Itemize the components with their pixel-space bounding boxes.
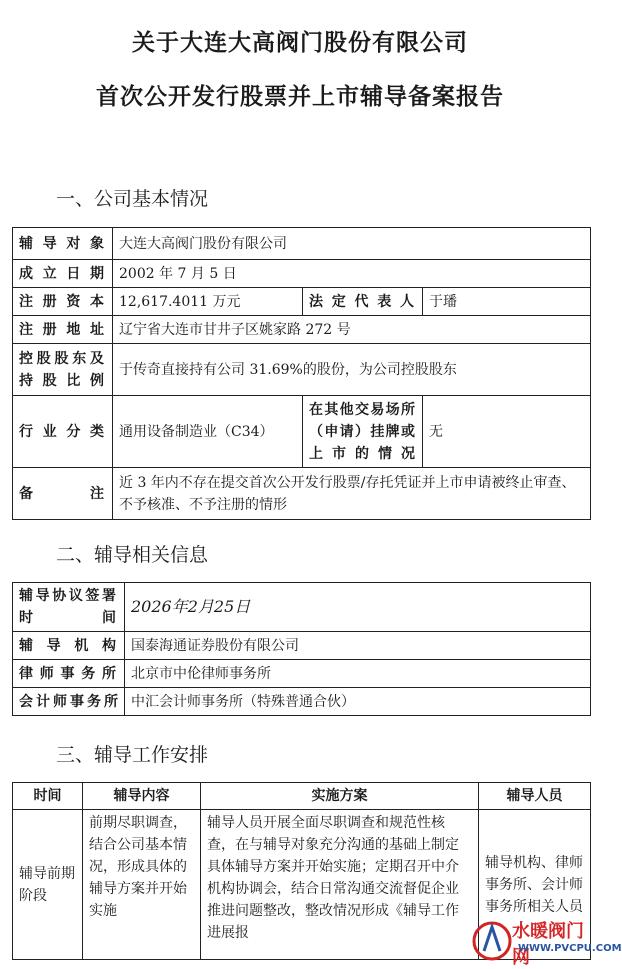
controller-value: 于传奇直接持有公司 31.69%的股份，为公司控股股东 <box>113 344 591 396</box>
agency-label: 辅导机构 <box>13 632 125 660</box>
capital-value: 12,617.4011 万元 <box>113 288 303 316</box>
header-time: 时间 <box>13 783 83 810</box>
row1-staff: 辅导机构、律师事务所、会计师事务所相关人员 <box>479 810 591 960</box>
row1-time: 辅导前期阶段 <box>13 810 83 960</box>
section-2-heading: 二、辅导相关信息 <box>56 544 209 566</box>
company-info-table <box>12 227 591 520</box>
remark-value: 近 3 年内不存在提交首次公开发行股票/存托凭证并上市申请被终止审查、不予核准、不予注册的情形 <box>113 468 591 520</box>
agreement-label: 辅导协议签署时间 <box>13 583 125 632</box>
agency-value: 国泰海通证券股份有限公司 <box>125 632 591 660</box>
other-listing-label: 在其他交易场所（申请）挂牌或上市的情况 <box>303 396 423 468</box>
controller-label: 控股股东及持股比例 <box>13 344 113 396</box>
law-firm-value: 北京市中伦律师事务所 <box>125 660 591 688</box>
advisory-info-table <box>12 582 591 716</box>
watermark-brand: 水暖阀门网 <box>512 921 584 968</box>
remark-label: 备注 <box>13 468 113 520</box>
agreement-value: 2026年2月25日 <box>125 583 591 632</box>
title-line-1: 关于大连大高阀门股份有限公司 <box>132 30 468 56</box>
accounting-firm-value: 中汇会计师事务所（特殊普通合伙） <box>125 688 591 716</box>
header-staff: 辅导人员 <box>479 783 591 810</box>
legal-rep-label: 法定代表人 <box>303 288 423 316</box>
title-line-2: 首次公开发行股票并上市辅导备案报告 <box>96 84 504 110</box>
header-content: 辅导内容 <box>83 783 201 810</box>
row1-plan: 辅导人员开展全面尽职调查和规范性核查，在与辅导对象充分沟通的基础上制定具体辅导方案并开始实施；定期召开中介机构协调会，结合日常沟通交流督促企业推进问题整改，整改情况形成《辅导工作进展报 <box>201 810 479 960</box>
watermark-url: WWW.PVCPU.COM <box>518 943 622 954</box>
accounting-firm-label: 会计师事务所 <box>13 688 125 716</box>
target-label: 辅导对象 <box>13 228 113 260</box>
legal-rep-value: 于璠 <box>423 288 591 316</box>
section-3-heading: 三、辅导工作安排 <box>56 744 209 766</box>
section-1-heading: 一、公司基本情况 <box>56 188 209 210</box>
law-firm-label: 律师事务所 <box>13 660 125 688</box>
industry-label: 行业分类 <box>13 396 113 468</box>
target-value: 大连大高阀门股份有限公司 <box>113 228 591 260</box>
founded-value: 2002 年 7 月 5 日 <box>113 260 591 288</box>
industry-value: 通用设备制造业（C34） <box>113 396 303 468</box>
founded-label: 成立日期 <box>13 260 113 288</box>
other-listing-value: 无 <box>423 396 591 468</box>
address-value: 辽宁省大连市甘井子区姚家路 272 号 <box>113 316 591 344</box>
capital-label: 注册资本 <box>13 288 113 316</box>
row1-content: 前期尽职调查，结合公司基本情况，形成具体的辅导方案并开始实施 <box>83 810 201 960</box>
address-label: 注册地址 <box>13 316 113 344</box>
header-plan: 实施方案 <box>201 783 479 810</box>
